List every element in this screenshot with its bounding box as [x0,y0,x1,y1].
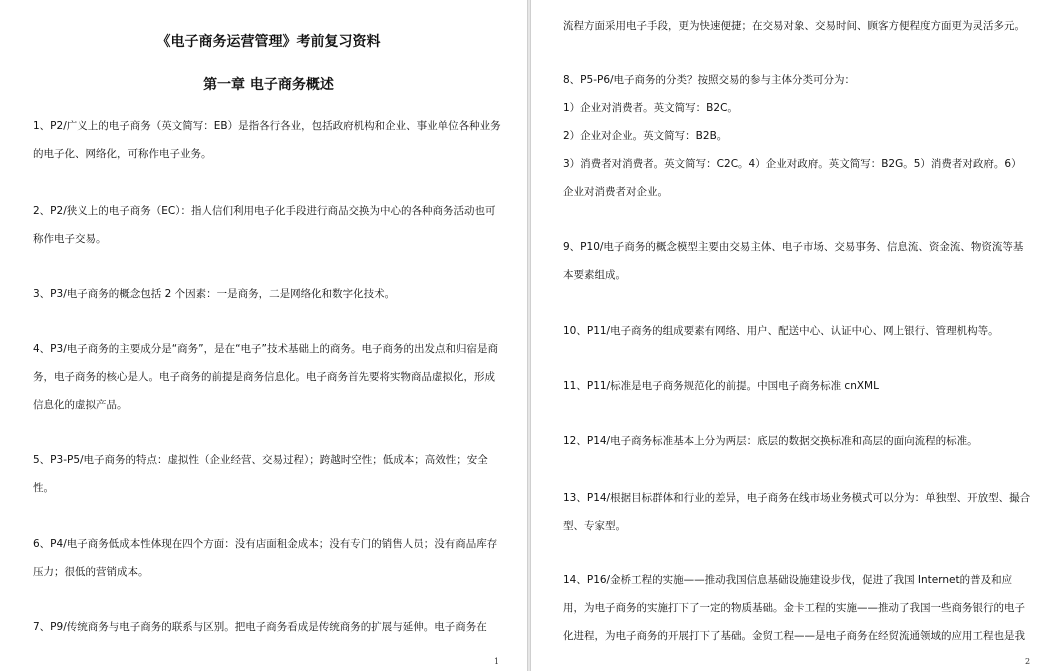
paragraph-14: 14、P16/金桥工程的实施——推动我国信息基础设施建设步伐，促进了我国 Internet的普及和应用，为电子商务的实施打下了一定的物质基础。金卡工程的实施——推动了我国一些商务银行的电子化进程，为电子商务的开展打下了基础。金贸工程——是电子商务在经贸流通领域的应用工程也是我 [563,574,1025,642]
paragraph-5: 5、P3-P5/电子商务的特点：虚拟性（企业经营、交易过程）；跨越时空性；低成本；高效性；安全性。 [33,454,488,494]
paragraph-11: 11、P11/标准是电子商务规范化的前提。中国电子商务标准 cnXML [563,380,879,392]
paragraph-2: 2、P2/狭义上的电子商务（EC）：指人信们利用电子化手段进行商品交换为中心的各种商务活动也可称作电子交易。 [33,205,496,245]
paragraph-10: 10、P11/电子商务的组成要素有网络、用户、配送中心、认证中心、网上银行、管理机构等。 [563,325,999,337]
paragraph-1: 1、P2/广义上的电子商务（英文简写：EB）是指各行各业，包括政府机构和企业、事业单位各种业务的电子化、网络化，可称作电子业务。 [33,120,501,160]
paragraph-8: 8、P5-P6/电子商务的分类？按照交易的参与主体分类可分为： [563,74,856,86]
page-2 [531,0,1055,671]
paragraph-8-item-3: 3）消费者对消费者。英文简写：C2C。4）企业对政府。英文简写：B2G。5）消费者对政府。6）企业对消费者对企业。 [563,158,1022,198]
paragraph-12: 12、P14/电子商务标准基本上分为两层：底层的数据交换标准和高层的面向流程的标准。 [563,435,978,447]
paragraph-4: 4、P3/电子商务的主要成分是“商务”，是在“电子”技术基础上的商务。电子商务的出发点和归宿是商务，电子商务的核心是人。电子商务的前提是商务信息化。电子商务首先要将实物商品虚拟化，形成信息化的虚拟产品。 [33,343,498,411]
page-number: 2 [1025,657,1031,666]
page-number: 1 [494,657,500,666]
paragraph-8-item-2: 2）企业对企业。英文简写：B2B。 [563,130,728,142]
paragraph-continued: 流程方面采用电子手段，更为快速便捷；在交易对象、交易时间、顾客方便程度方面更为灵活多元。 [563,20,1025,32]
chapter-title: 第一章 电子商务概述 [203,77,334,93]
paragraph-6: 6、P4/电子商务低成本性体现在四个方面：没有店面租金成本；没有专门的销售人员；没有商品库存压力；很低的营销成本。 [33,538,498,578]
document-title: 《电子商务运营管理》考前复习资料 [156,34,381,50]
paragraph-13: 13、P14/根据目标群体和行业的差异，电子商务在线市场业务模式可以分为：单独型、开放型、撮合型、专家型。 [563,492,1031,532]
paragraph-8-item-1: 1）企业对消费者。英文简写：B2C。 [563,102,738,114]
paragraph-9: 9、P10/电子商务的概念模型主要由交易主体、电子市场、交易事务、信息流、资金流、物资流等基本要素组成。 [563,241,1024,281]
page-1 [0,0,527,671]
paragraph-7: 7、P9/传统商务与电子商务的联系与区别。把电子商务看成是传统商务的扩展与延伸。电子商务在 [33,621,487,633]
paragraph-3: 3、P3/电子商务的概念包括 2 个因素：一是商务，二是网络化和数字化技术。 [33,288,396,300]
